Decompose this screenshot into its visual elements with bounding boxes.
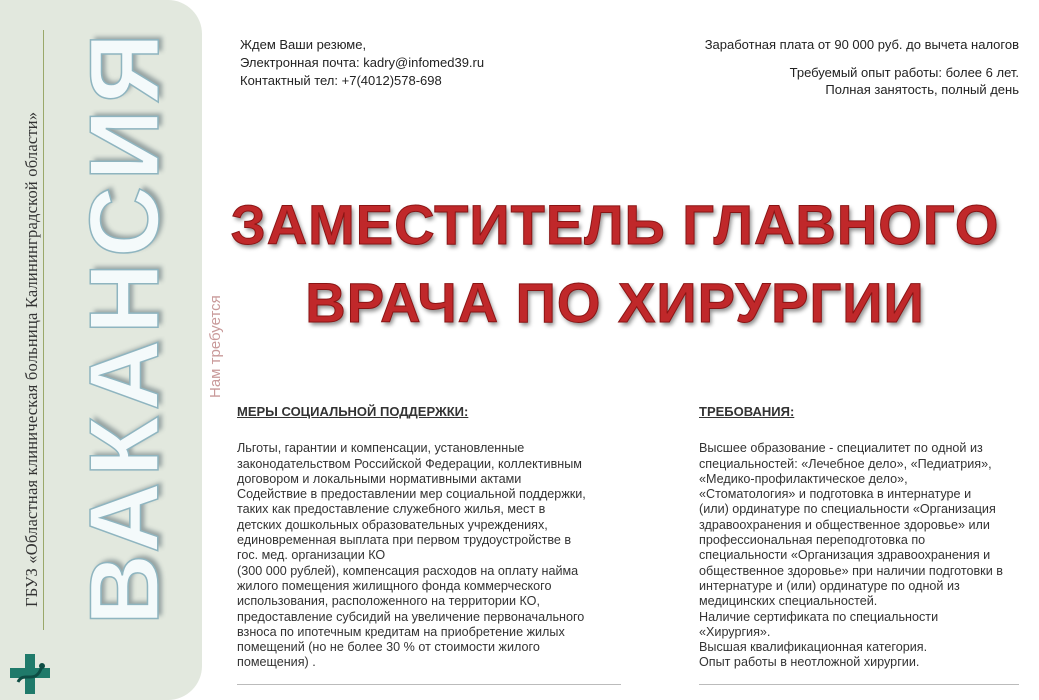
- requirement-text-line: «Хирургия».: [699, 624, 771, 639]
- contact-email: Электронная почта: kadry@infomed39.ru: [240, 55, 485, 70]
- requirement-text-line: медицинских специальностей.: [699, 594, 878, 609]
- support-text-line: законодательством Российской Федерации, коллективным: [237, 456, 582, 471]
- medical-cross-snake-icon: [8, 652, 52, 696]
- requirement-text-line: Высшая квалификационная категория.: [699, 640, 928, 655]
- position-title: [230, 186, 1000, 342]
- support-text-line: единовременная выплата при первом трудоустройстве в: [237, 533, 572, 548]
- support-text-line: помещения) .: [237, 655, 316, 670]
- contact-phone: Контактный тел: +7(4012)578-698: [240, 73, 442, 88]
- vacancy-heading: ВАКАНСИЯ: [69, 27, 179, 625]
- support-text-line: детских дошкольных образовательных учреждениях,: [237, 517, 548, 532]
- requirement-text-line: профессиональная переподготовка по: [699, 533, 926, 548]
- need-label: Нам требуется: [207, 295, 224, 398]
- support-text-line: Содействие в предоставлении мер социальной поддержки,: [237, 487, 586, 502]
- title-line-1: ЗАМЕСТИТЕЛЬ ГЛАВНОГО: [230, 193, 1000, 256]
- requirement-text-line: интернатуре и (или) ординатуре по одной из: [699, 578, 960, 593]
- salary-text: Заработная плата от 90 000 руб. до вычета налогов: [704, 37, 1019, 52]
- support-text-line: таких как предоставление служебного жилья, мест в: [237, 502, 546, 517]
- title-line-2: ВРАЧА ПО ХИРУРГИИ: [305, 271, 925, 334]
- requirement-text-line: Опыт работы в неотложной хирургии.: [699, 655, 920, 670]
- requirement-text-line: (или) ординатуре по специальности «Организация: [699, 502, 996, 517]
- requirements-section: [699, 404, 1003, 671]
- divider-line: [699, 684, 1019, 685]
- support-text-line: договором и локальными нормативными актами: [237, 471, 522, 486]
- support-text-line: предоставление субсидий на увеличение первоначального: [237, 609, 585, 624]
- requirements-heading: ТРЕБОВАНИЯ:: [699, 404, 795, 419]
- requirement-text-line: Высшее образование - специалитет по одной из: [699, 441, 983, 456]
- employment-text: Полная занятость, полный день: [825, 82, 1019, 97]
- divider-line: [237, 684, 621, 685]
- divider-line: [43, 30, 44, 630]
- sidebar-panel: [0, 0, 202, 700]
- requirement-text-line: здравоохранения и общественное здоровье» или: [699, 517, 990, 532]
- support-section: [237, 404, 586, 671]
- support-text-line: гос. мед. организации КО: [237, 548, 386, 563]
- organization-name: ГБУЗ «Областная клиническая больница Калининградской области»: [22, 111, 41, 607]
- support-text-line: Льготы, гарантии и компенсации, установленные: [237, 441, 525, 456]
- contact-intro: Ждем Ваши резюме,: [240, 37, 367, 52]
- contact-block: [240, 36, 484, 90]
- requirement-text-line: Наличие сертификата по специальности: [699, 609, 939, 624]
- requirement-text-line: специальностей: «Лечебное дело», «Педиатрия»,: [699, 456, 992, 471]
- support-heading: МЕРЫ СОЦИАЛЬНОЙ ПОДДЕРЖКИ:: [237, 404, 469, 419]
- requirement-text-line: «Стоматология» и подготовка в интернатуре и: [699, 487, 972, 502]
- conditions-block: [705, 36, 1019, 98]
- experience-text: Требуемый опыт работы: более 6 лет.: [789, 65, 1019, 80]
- support-text-line: жилого помещения жилищного фонда коммерческого: [237, 578, 552, 593]
- support-text-line: взноса по ипотечным кредитам на приобретение жилых: [237, 624, 565, 639]
- support-text-line: использования, расположенного на территории КО,: [237, 594, 540, 609]
- support-text-line: (300 000 рублей), компенсация расходов на оплату найма: [237, 563, 579, 578]
- requirement-text-line: специальности «Организация здравоохранения и: [699, 548, 991, 563]
- support-text-line: помещений (но не более 30 % от стоимости жилого: [237, 640, 540, 655]
- requirement-text-line: общественное здоровье» при наличии подготовки в: [699, 563, 1003, 578]
- requirement-text-line: «Медико-профилактическое дело»,: [699, 471, 908, 486]
